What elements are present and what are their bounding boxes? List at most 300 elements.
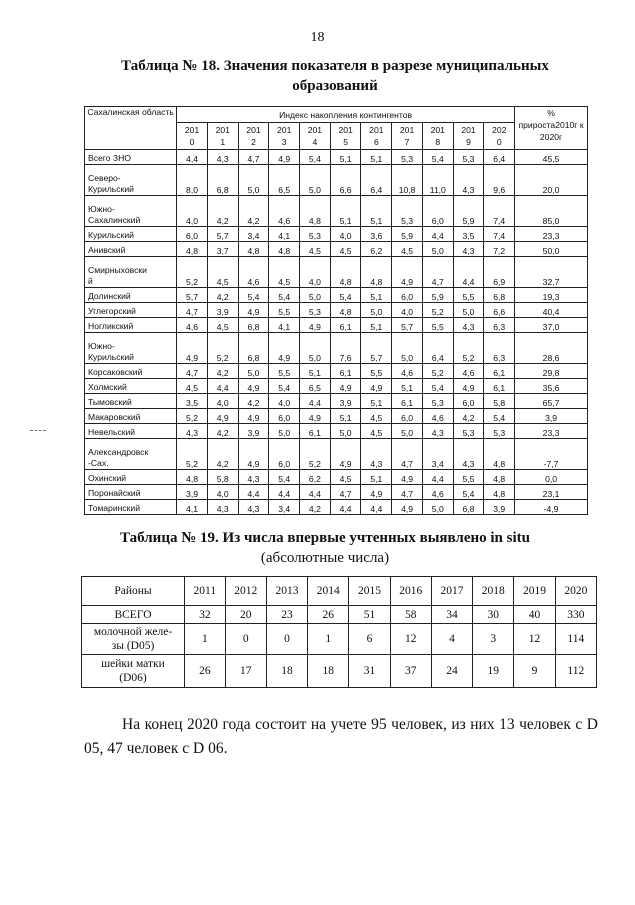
table-18-year-header bbox=[177, 123, 208, 150]
year-part: 202 bbox=[492, 125, 507, 135]
index-value-cell: 5,3 bbox=[453, 150, 484, 165]
index-value-cell: 5,0 bbox=[392, 424, 423, 439]
index-value-cell: 4,5 bbox=[330, 470, 361, 485]
region-name-part: -Сах. bbox=[88, 458, 109, 468]
index-value-cell: 4,5 bbox=[361, 424, 392, 439]
index-value-cell: 5,2 bbox=[177, 409, 208, 424]
index-value-cell: 4,4 bbox=[361, 500, 392, 515]
index-value-cell: 5,1 bbox=[361, 150, 392, 165]
index-value-cell: 4,9 bbox=[392, 500, 423, 515]
region-name-part: Анивский bbox=[88, 245, 126, 255]
table-18-year-header bbox=[484, 123, 515, 150]
index-value-cell: 5,7 bbox=[207, 227, 238, 242]
index-value-cell: 4,5 bbox=[269, 257, 300, 288]
row-label-part: (D06) bbox=[119, 672, 147, 684]
region-name-part: Ногликский bbox=[88, 321, 134, 331]
index-value-cell: 4,5 bbox=[361, 409, 392, 424]
index-value-cell: 4,8 bbox=[484, 470, 515, 485]
table-18 bbox=[84, 106, 588, 515]
index-value-cell: 5,4 bbox=[300, 150, 331, 165]
count-cell: 18 bbox=[308, 655, 349, 688]
pct-growth-cell: 40,4 bbox=[515, 303, 588, 318]
index-value-cell: 4,2 bbox=[238, 196, 269, 227]
region-name-cell bbox=[85, 196, 177, 227]
index-value-cell: 6,6 bbox=[330, 165, 361, 196]
region-name-cell bbox=[85, 257, 177, 288]
index-value-cell: 5,2 bbox=[300, 439, 331, 470]
index-value-cell: 5,4 bbox=[238, 288, 269, 303]
index-value-cell: 11,0 bbox=[422, 165, 453, 196]
index-value-cell: 3,9 bbox=[330, 394, 361, 409]
closing-paragraph: На конец 2020 года состоит на учете 95 человек, из них 13 человек с D 05, 47 человек с D 06. bbox=[84, 716, 598, 757]
index-value-cell: 5,2 bbox=[453, 333, 484, 364]
index-value-cell: 4,4 bbox=[269, 485, 300, 500]
count-cell: 0 bbox=[225, 624, 266, 655]
index-value-cell: 10,8 bbox=[392, 165, 423, 196]
index-value-cell: 5,5 bbox=[422, 318, 453, 333]
pct-growth-cell: 0,0 bbox=[515, 470, 588, 485]
index-value-cell: 4,8 bbox=[238, 242, 269, 257]
year-part: 6 bbox=[373, 137, 379, 147]
index-value-cell: 6,4 bbox=[422, 333, 453, 364]
index-value-cell: 4,9 bbox=[300, 409, 331, 424]
index-value-cell: 5,2 bbox=[177, 439, 208, 470]
index-value-cell: 4,8 bbox=[177, 470, 208, 485]
index-value-cell: 7,4 bbox=[484, 196, 515, 227]
table-row bbox=[85, 303, 588, 318]
count-cell: 12 bbox=[514, 624, 555, 655]
index-value-cell: 4,2 bbox=[207, 424, 238, 439]
table-18-pct-header: % прироста2010г к 2020г bbox=[515, 107, 588, 150]
index-value-cell: 4,3 bbox=[453, 242, 484, 257]
index-value-cell: 5,1 bbox=[330, 150, 361, 165]
index-value-cell: 4,5 bbox=[330, 242, 361, 257]
index-value-cell: 4,6 bbox=[453, 364, 484, 379]
index-value-cell: 3,4 bbox=[238, 227, 269, 242]
row-label-cell bbox=[82, 655, 185, 688]
region-name-part: й bbox=[88, 276, 93, 286]
index-value-cell: 4,7 bbox=[422, 257, 453, 288]
index-value-cell: 6,1 bbox=[300, 424, 331, 439]
index-value-cell: 5,5 bbox=[269, 364, 300, 379]
index-value-cell: 6,9 bbox=[484, 257, 515, 288]
page-number: 18 bbox=[310, 30, 325, 45]
region-name-part: Южно- bbox=[88, 204, 115, 214]
region-name-part: Невельский bbox=[88, 427, 136, 437]
count-cell: 58 bbox=[390, 606, 431, 624]
index-value-cell: 5,3 bbox=[453, 424, 484, 439]
year-part: 201 bbox=[399, 125, 415, 135]
table-19-year-header: 2017 bbox=[431, 577, 472, 606]
index-value-cell: 5,5 bbox=[453, 470, 484, 485]
index-value-cell: 5,8 bbox=[484, 394, 515, 409]
index-value-cell: 3,6 bbox=[361, 227, 392, 242]
index-value-cell: 5,5 bbox=[361, 364, 392, 379]
index-value-cell: 6,1 bbox=[330, 364, 361, 379]
pct-growth-cell: 65,7 bbox=[515, 394, 588, 409]
index-value-cell: 4,9 bbox=[238, 379, 269, 394]
count-cell: 26 bbox=[185, 655, 226, 688]
table-row bbox=[85, 288, 588, 303]
index-value-cell: 5,1 bbox=[330, 409, 361, 424]
index-value-cell: 5,1 bbox=[392, 379, 423, 394]
table-18-year-header bbox=[269, 123, 300, 150]
index-value-cell: 4,1 bbox=[269, 227, 300, 242]
index-value-cell: 6,2 bbox=[361, 242, 392, 257]
pct-growth-cell: 32,7 bbox=[515, 257, 588, 288]
index-value-cell: 6,4 bbox=[484, 150, 515, 165]
table-18-region-header: Сахалинская область bbox=[85, 107, 177, 150]
index-value-cell: 4,9 bbox=[238, 409, 269, 424]
pct-growth-cell: 37,0 bbox=[515, 318, 588, 333]
table-row bbox=[85, 257, 588, 288]
pct-growth-cell: 23,3 bbox=[515, 227, 588, 242]
region-name-cell bbox=[85, 485, 177, 500]
year-part: 2 bbox=[251, 137, 256, 147]
index-value-cell: 4,8 bbox=[177, 242, 208, 257]
index-value-cell: 4,9 bbox=[269, 333, 300, 364]
region-name-cell bbox=[85, 333, 177, 364]
pct-growth-cell: -7,7 bbox=[515, 439, 588, 470]
index-value-cell: 4,4 bbox=[238, 485, 269, 500]
index-value-cell: 4,2 bbox=[207, 439, 238, 470]
table-19-year-header: 2020 bbox=[555, 577, 596, 606]
index-value-cell: 4,6 bbox=[392, 364, 423, 379]
index-value-cell: 6,0 bbox=[422, 196, 453, 227]
index-value-cell: 5,5 bbox=[453, 288, 484, 303]
pct-growth-cell: 50,0 bbox=[515, 242, 588, 257]
region-name-cell bbox=[85, 242, 177, 257]
count-cell: 30 bbox=[473, 606, 514, 624]
count-cell: 51 bbox=[349, 606, 390, 624]
pct-growth-cell: 23,3 bbox=[515, 424, 588, 439]
index-value-cell: 6,8 bbox=[453, 500, 484, 515]
table-19-title-bold: Таблица № 19. Из числа впервые учтенных выявлено in situ bbox=[120, 530, 530, 546]
table-18-year-header bbox=[238, 123, 269, 150]
count-cell: 6 bbox=[349, 624, 390, 655]
index-value-cell: 4,9 bbox=[177, 333, 208, 364]
table-row bbox=[85, 150, 588, 165]
index-value-cell: 4,7 bbox=[392, 439, 423, 470]
index-value-cell: 5,1 bbox=[300, 364, 331, 379]
region-name-part: Макаровский bbox=[88, 412, 141, 422]
index-value-cell: 6,1 bbox=[484, 379, 515, 394]
index-value-cell: 4,9 bbox=[392, 257, 423, 288]
index-value-cell: 4,4 bbox=[177, 150, 208, 165]
index-value-cell: 4,7 bbox=[392, 485, 423, 500]
year-part: 0 bbox=[189, 137, 195, 147]
index-value-cell: 4,4 bbox=[422, 227, 453, 242]
index-value-cell: 4,3 bbox=[207, 150, 238, 165]
index-value-cell: 3,9 bbox=[238, 424, 269, 439]
table-row bbox=[85, 364, 588, 379]
index-value-cell: 5,9 bbox=[422, 288, 453, 303]
index-value-cell: 4,9 bbox=[238, 303, 269, 318]
index-value-cell: 4,8 bbox=[330, 257, 361, 288]
year-part: 201 bbox=[338, 125, 353, 135]
index-value-cell: 4,0 bbox=[300, 257, 331, 288]
count-cell: 1 bbox=[185, 624, 226, 655]
count-cell: 12 bbox=[390, 624, 431, 655]
region-name-cell bbox=[85, 439, 177, 470]
index-value-cell: 3,7 bbox=[207, 242, 238, 257]
index-value-cell: 6,1 bbox=[392, 394, 423, 409]
index-value-cell: 4,3 bbox=[361, 439, 392, 470]
year-part: 201 bbox=[461, 125, 476, 135]
index-value-cell: 6,0 bbox=[269, 409, 300, 424]
table-19-year-header: 2015 bbox=[349, 577, 390, 606]
index-value-cell: 4,4 bbox=[300, 394, 331, 409]
index-value-cell: 5,3 bbox=[392, 196, 423, 227]
year-part: 201 bbox=[430, 125, 445, 135]
index-value-cell: 5,0 bbox=[300, 165, 331, 196]
index-value-cell: 4,9 bbox=[361, 485, 392, 500]
table-row bbox=[85, 424, 588, 439]
year-part: 4 bbox=[312, 137, 318, 147]
index-value-cell: 5,4 bbox=[330, 288, 361, 303]
index-value-cell: 6,2 bbox=[300, 470, 331, 485]
index-value-cell: 3,4 bbox=[422, 439, 453, 470]
index-value-cell: 4,2 bbox=[238, 394, 269, 409]
region-name-part: Курильский bbox=[88, 230, 134, 240]
region-name-cell bbox=[85, 470, 177, 485]
index-value-cell: 6,0 bbox=[392, 409, 423, 424]
region-name-part: Томаринский bbox=[88, 503, 141, 513]
index-value-cell: 5,3 bbox=[484, 424, 515, 439]
region-name-cell bbox=[85, 318, 177, 333]
index-value-cell: 4,2 bbox=[207, 196, 238, 227]
index-value-cell: 6,1 bbox=[484, 364, 515, 379]
year-part: 7 bbox=[404, 137, 410, 147]
index-value-cell: 4,2 bbox=[207, 288, 238, 303]
table-row bbox=[85, 242, 588, 257]
year-part: 201 bbox=[307, 125, 323, 135]
index-value-cell: 4,9 bbox=[238, 439, 269, 470]
index-value-cell: 3,4 bbox=[269, 500, 300, 515]
index-value-cell: 4,3 bbox=[207, 500, 238, 515]
count-cell: 3 bbox=[473, 624, 514, 655]
region-name-cell bbox=[85, 409, 177, 424]
index-value-cell: 8,0 bbox=[177, 165, 208, 196]
year-part: 9 bbox=[466, 137, 471, 147]
table-18-year-header bbox=[300, 123, 331, 150]
table-19 bbox=[81, 576, 597, 688]
region-name-cell bbox=[85, 165, 177, 196]
table-row bbox=[82, 624, 597, 655]
region-name-part: Северо- bbox=[88, 173, 121, 183]
count-cell: 9 bbox=[514, 655, 555, 688]
index-value-cell: 4,8 bbox=[269, 242, 300, 257]
year-part: 1 bbox=[220, 137, 226, 147]
index-value-cell: 6,0 bbox=[453, 394, 484, 409]
count-cell: 19 bbox=[473, 655, 514, 688]
index-value-cell: 4,5 bbox=[177, 379, 208, 394]
region-name-part: Охинский bbox=[88, 473, 127, 483]
count-cell: 0 bbox=[266, 624, 307, 655]
table-18-year-header bbox=[453, 123, 484, 150]
table-19-year-header: 2018 bbox=[473, 577, 514, 606]
index-value-cell: 3,9 bbox=[177, 485, 208, 500]
margin-mark bbox=[30, 430, 46, 432]
table-18-year-header bbox=[207, 123, 238, 150]
index-value-cell: 4,3 bbox=[422, 424, 453, 439]
index-value-cell: 5,0 bbox=[330, 424, 361, 439]
region-name-part: Александровск bbox=[88, 447, 149, 457]
region-name-part: Южно- bbox=[88, 341, 115, 351]
year-part: 201 bbox=[184, 125, 200, 135]
index-value-cell: 4,0 bbox=[177, 196, 208, 227]
index-value-cell: 6,6 bbox=[484, 303, 515, 318]
table-19-year-header: 2019 bbox=[514, 577, 555, 606]
pct-growth-cell: 29,8 bbox=[515, 364, 588, 379]
index-value-cell: 4,8 bbox=[361, 257, 392, 288]
region-name-part: Смирныховски bbox=[88, 265, 147, 275]
table-18-year-header bbox=[392, 123, 423, 150]
index-value-cell: 4,9 bbox=[330, 379, 361, 394]
index-value-cell: 3,5 bbox=[177, 394, 208, 409]
table-row bbox=[82, 606, 597, 624]
count-cell: 37 bbox=[390, 655, 431, 688]
index-value-cell: 5,9 bbox=[453, 196, 484, 227]
index-value-cell: 5,1 bbox=[330, 196, 361, 227]
index-value-cell: 4,6 bbox=[269, 196, 300, 227]
index-value-cell: 4,6 bbox=[177, 318, 208, 333]
index-value-cell: 5,1 bbox=[361, 470, 392, 485]
region-name-cell bbox=[85, 227, 177, 242]
index-value-cell: 5,2 bbox=[422, 364, 453, 379]
index-value-cell: 4,9 bbox=[207, 409, 238, 424]
region-name-cell bbox=[85, 288, 177, 303]
index-value-cell: 5,0 bbox=[269, 424, 300, 439]
index-value-cell: 4,6 bbox=[422, 409, 453, 424]
index-value-cell: 5,3 bbox=[422, 394, 453, 409]
count-cell: 20 bbox=[225, 606, 266, 624]
index-value-cell: 3,5 bbox=[453, 227, 484, 242]
index-value-cell: 4,8 bbox=[300, 196, 331, 227]
pct-growth-cell: 45,5 bbox=[515, 150, 588, 165]
region-name-part: Тымовский bbox=[88, 397, 132, 407]
count-cell: 330 bbox=[555, 606, 596, 624]
count-cell: 17 bbox=[225, 655, 266, 688]
year-part: 201 bbox=[246, 125, 261, 135]
region-name-cell bbox=[85, 379, 177, 394]
region-name-cell bbox=[85, 150, 177, 165]
count-cell: 24 bbox=[431, 655, 472, 688]
index-value-cell: 4,3 bbox=[238, 470, 269, 485]
index-value-cell: 4,8 bbox=[484, 439, 515, 470]
index-value-cell: 4,8 bbox=[484, 485, 515, 500]
index-value-cell: 5,0 bbox=[300, 333, 331, 364]
table-row bbox=[85, 165, 588, 196]
index-value-cell: 5,4 bbox=[269, 379, 300, 394]
count-cell: 1 bbox=[308, 624, 349, 655]
index-value-cell: 4,9 bbox=[300, 318, 331, 333]
index-value-cell: 4,9 bbox=[269, 150, 300, 165]
row-label-part: ВСЕГО bbox=[114, 608, 152, 621]
index-value-cell: 5,3 bbox=[300, 227, 331, 242]
index-value-cell: 4,8 bbox=[330, 303, 361, 318]
row-label-part: молочной желе- bbox=[93, 626, 173, 638]
index-value-cell: 4,2 bbox=[453, 409, 484, 424]
index-value-cell: 5,0 bbox=[422, 242, 453, 257]
count-cell: 112 bbox=[555, 655, 596, 688]
pct-growth-cell: 19,3 bbox=[515, 288, 588, 303]
index-value-cell: 5,8 bbox=[207, 470, 238, 485]
count-cell: 23 bbox=[266, 606, 307, 624]
index-value-cell: 5,0 bbox=[300, 288, 331, 303]
index-value-cell: 4,4 bbox=[207, 379, 238, 394]
region-name-part: Всего ЗНО bbox=[88, 153, 132, 163]
index-value-cell: 5,0 bbox=[361, 303, 392, 318]
region-name-cell bbox=[85, 303, 177, 318]
index-value-cell: 4,9 bbox=[330, 439, 361, 470]
table-row bbox=[85, 394, 588, 409]
index-value-cell: 5,0 bbox=[238, 364, 269, 379]
table-18-year-header bbox=[361, 123, 392, 150]
count-cell: 18 bbox=[266, 655, 307, 688]
index-value-cell: 4,3 bbox=[177, 424, 208, 439]
count-cell: 34 bbox=[431, 606, 472, 624]
index-value-cell: 5,4 bbox=[269, 470, 300, 485]
row-label-part: шейки матки bbox=[101, 658, 165, 670]
index-value-cell: 5,7 bbox=[361, 333, 392, 364]
index-value-cell: 4,3 bbox=[453, 318, 484, 333]
year-part: 5 bbox=[343, 137, 349, 147]
index-value-cell: 5,5 bbox=[269, 303, 300, 318]
table-row bbox=[85, 227, 588, 242]
table-row bbox=[85, 470, 588, 485]
index-value-cell: 5,1 bbox=[361, 288, 392, 303]
table-row bbox=[85, 379, 588, 394]
index-value-cell: 4,6 bbox=[238, 257, 269, 288]
index-value-cell: 6,1 bbox=[330, 318, 361, 333]
index-value-cell: 7,4 bbox=[484, 227, 515, 242]
index-value-cell: 5,2 bbox=[422, 303, 453, 318]
index-value-cell: 5,3 bbox=[300, 303, 331, 318]
index-value-cell: 3,9 bbox=[484, 500, 515, 515]
table-19-year-header: 2014 bbox=[308, 577, 349, 606]
index-value-cell: 4,4 bbox=[330, 500, 361, 515]
table-row bbox=[85, 439, 588, 470]
table-row bbox=[85, 196, 588, 227]
index-value-cell: 4,3 bbox=[453, 165, 484, 196]
index-value-cell: 6,5 bbox=[269, 165, 300, 196]
index-value-cell: 4,2 bbox=[300, 500, 331, 515]
index-value-cell: 4,7 bbox=[177, 303, 208, 318]
index-value-cell: 6,8 bbox=[238, 333, 269, 364]
index-value-cell: 4,3 bbox=[238, 500, 269, 515]
table-row bbox=[85, 409, 588, 424]
pct-growth-cell: 28,6 bbox=[515, 333, 588, 364]
region-name-cell bbox=[85, 500, 177, 515]
table-19-year-header: 2013 bbox=[266, 577, 307, 606]
table-19-year-header: 2011 bbox=[185, 577, 226, 606]
index-value-cell: 6,4 bbox=[361, 165, 392, 196]
index-value-cell: 5,4 bbox=[422, 379, 453, 394]
index-value-cell: 4,4 bbox=[300, 485, 331, 500]
index-value-cell: 7,2 bbox=[484, 242, 515, 257]
table-18-index-header: Индекс накопления контингентов bbox=[177, 107, 515, 123]
table-19-year-header: 2016 bbox=[390, 577, 431, 606]
pct-growth-cell: 3,9 bbox=[515, 409, 588, 424]
index-value-cell: 6,0 bbox=[177, 227, 208, 242]
year-part: 201 bbox=[369, 125, 384, 135]
index-value-cell: 6,8 bbox=[207, 165, 238, 196]
index-value-cell: 4,4 bbox=[453, 257, 484, 288]
region-name-part: Сахалинский bbox=[88, 215, 141, 225]
index-value-cell: 4,7 bbox=[177, 364, 208, 379]
row-label-cell bbox=[82, 606, 185, 624]
